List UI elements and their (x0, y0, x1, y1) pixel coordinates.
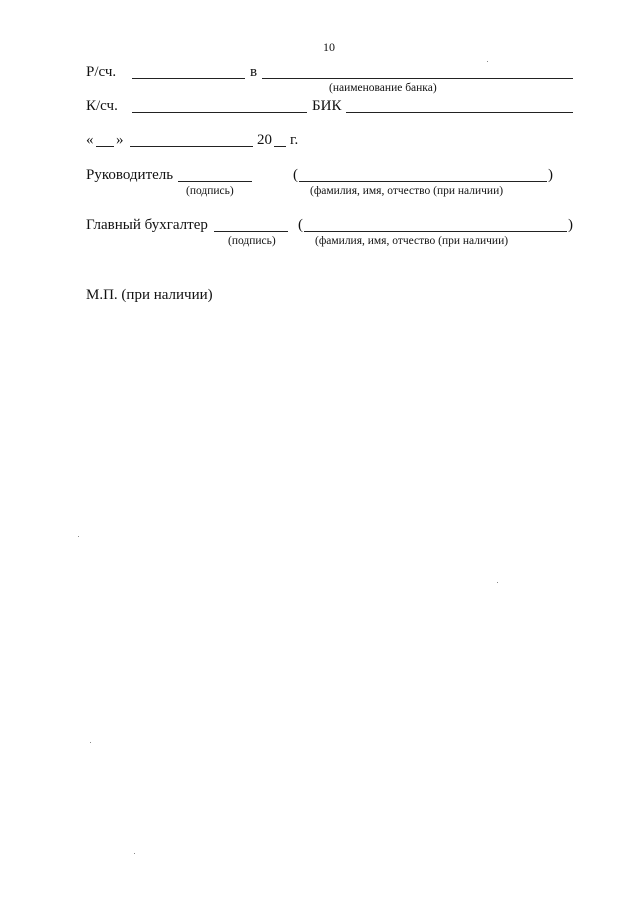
scan-speck (90, 742, 91, 743)
scan-speck (134, 853, 135, 854)
bik-line (346, 112, 573, 113)
bank-name-caption: (наименование банка) (329, 82, 437, 94)
accountant-name-line (304, 231, 567, 232)
director-name-line (299, 181, 547, 182)
director-name-caption: (фамилия, имя, отчество (при наличии) (310, 185, 504, 197)
date-open-quote: « (86, 132, 94, 148)
scan-speck (487, 61, 488, 62)
accountant-signature-caption: (подпись) (228, 235, 276, 247)
accountant-paren-open: ( (298, 217, 303, 233)
director-signature-line (178, 181, 252, 182)
stamp-label: М.П. (при наличии) (86, 287, 213, 303)
scan-speck (497, 582, 498, 583)
bik-label: БИК (312, 98, 342, 114)
date-year-prefix: 20 (257, 132, 272, 148)
account-in-word: в (250, 64, 258, 80)
accountant-signature-line (214, 231, 288, 232)
account-number-line (132, 78, 245, 79)
accountant-paren-close: ) (568, 217, 573, 233)
account-label: Р/сч. (86, 64, 117, 80)
date-close-quote: » (116, 132, 124, 148)
director-label: Руководитель (86, 167, 174, 183)
director-signature-caption: (подпись) (186, 185, 234, 197)
accountant-name-caption: (фамилия, имя, отчество (при наличии) (315, 235, 509, 247)
date-day-line (96, 146, 114, 147)
date-year-line (274, 146, 286, 147)
date-month-line (130, 146, 253, 147)
page-number: 10 (323, 40, 335, 54)
director-paren-close: ) (548, 167, 553, 183)
date-year-suffix: г. (290, 132, 299, 148)
corr-account-line (132, 112, 307, 113)
corr-account-label: К/сч. (86, 98, 118, 114)
director-paren-open: ( (293, 167, 298, 183)
accountant-label: Главный бухгалтер (86, 217, 208, 233)
scan-speck (78, 536, 79, 537)
bank-name-line (262, 78, 573, 79)
